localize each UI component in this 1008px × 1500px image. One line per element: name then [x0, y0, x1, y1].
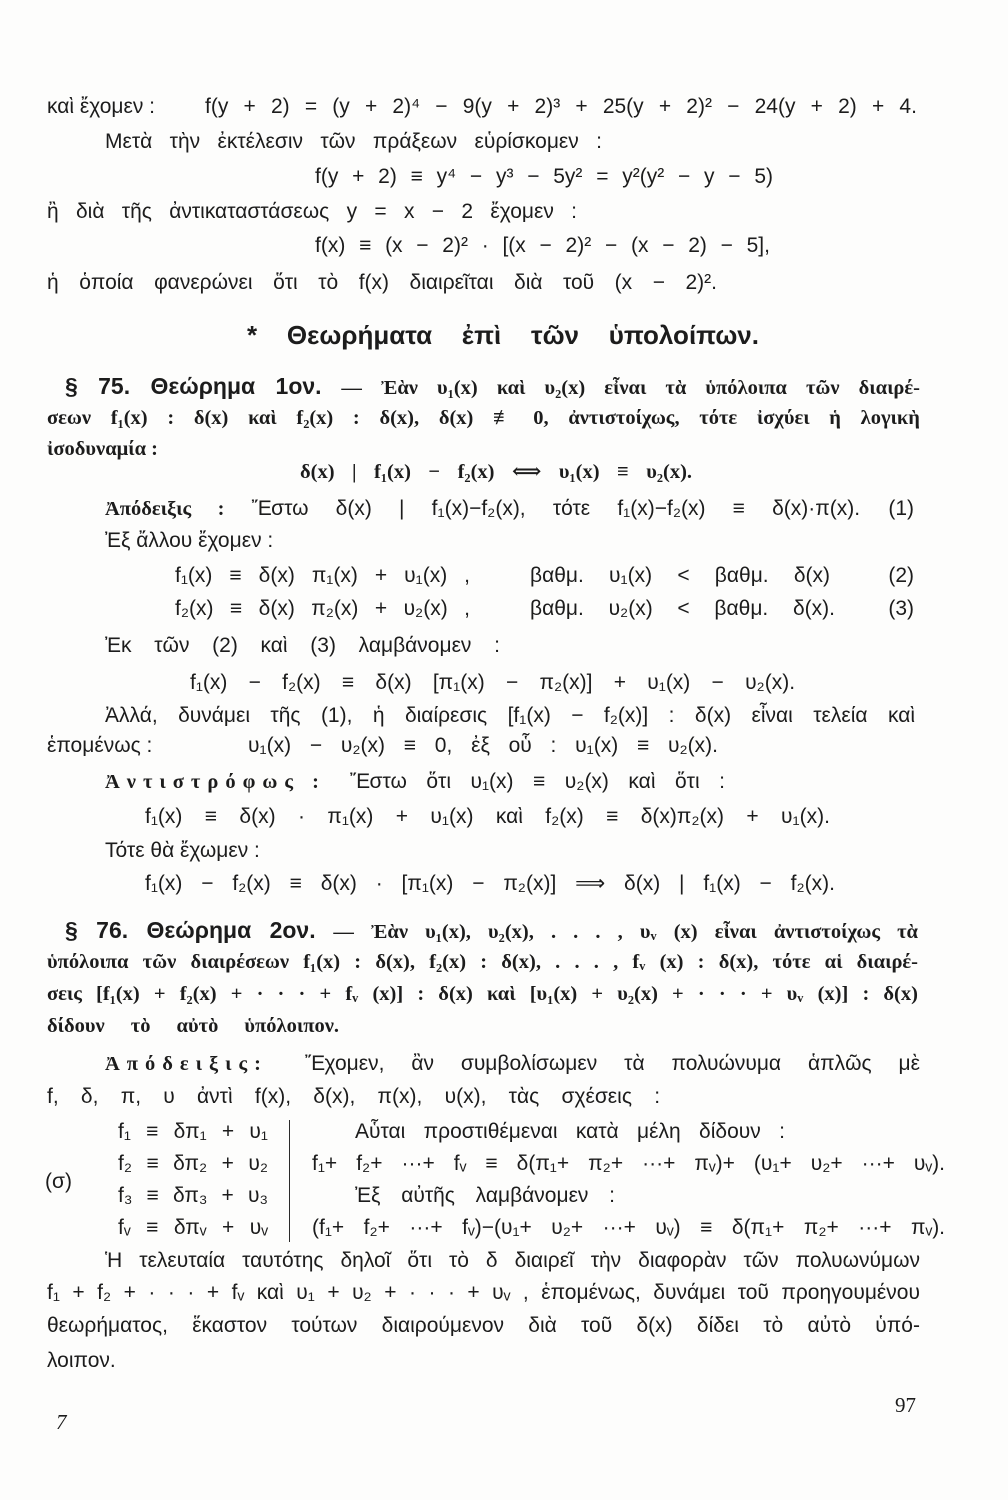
equation-2-left: f₁(x) ≡ δ(x) π₁(x) + υ₁(x) , [175, 564, 471, 587]
intro-formula-x: f(x) ≡ (x − 2)² · [(x − 2)² − (x − 2) − 5], [315, 234, 770, 257]
theorem-75-line-3: ἰσοδυναμία : [47, 438, 159, 460]
theorem-75-equivalence: δ(x) | f₁(x) − f₂(x) ⟺ υ₁(x) ≡ υ₂(x). [300, 461, 693, 483]
conclusion-line-2: f₁ + f₂ + · · · + fᵥ καὶ υ₁ + υ₂ + · · · + υᵥ , ἑπομένως, δυνάμει τοῦ προηγουμένου [47, 1281, 920, 1304]
intro-formula-factored: f(y + 2) ≡ y⁴ − y³ − 5y² = y²(y² − y − 5) [315, 165, 774, 188]
proof-75-line-1 [105, 494, 860, 524]
equation-tag-3: (3) [888, 597, 914, 620]
proof-75-line-5-label: ἑπομένως : [47, 734, 153, 757]
system-row-1: f₁ ≡ δπ₁ + υ₁ [118, 1120, 268, 1143]
page-number: 97 [895, 1393, 916, 1417]
system-right-difference: (f₁+ f₂+ ···+ fᵥ)−(υ₁+ υ₂+ ···+ υᵥ) ≡ δ(π₁+ π₂+ ···+ πᵥ). [312, 1216, 946, 1239]
conclusion-line-3: θεωρήματος, ἕκαστον τούτων διαιρούμενον διὰ τοῦ δ(x) δίδει τὸ αὐτὸ ὑπό- [47, 1314, 920, 1337]
equation-tag-1: (1) [888, 497, 914, 520]
system-divider [289, 1120, 290, 1242]
proof-75-line-3: Ἐκ τῶν (2) καὶ (3) λαμβάνομεν : [105, 634, 500, 657]
theorem-75-number: § 75. Θεώρημα 1ον. [65, 373, 322, 399]
proof-75-label: Ἀπόδειξις : [105, 498, 225, 520]
intro-substitution-line: ἢ διὰ τῆς ἀντικαταστάσεως y = x − 2 ἔχομεν : [47, 200, 577, 223]
system-right-sum: f₁+ f₂+ ···+ fᵥ ≡ δ(π₁+ π₂+ ···+ πᵥ)+ (υ₁+ υ₂+ ···+ υᵥ). [312, 1152, 945, 1175]
conclusion-line-4: λοιπον. [47, 1349, 116, 1372]
theorem-75-statement-start: — Ἐὰν υ₁(x) καὶ υ₂(x) εἶναι τὰ ὑπόλοιπα τῶν διαιρέ- [341, 377, 920, 399]
proof-76-line-2: f, δ, π, υ ἀντὶ f(x), δ(x), π(x), υ(x), τὰς σχέσεις : [47, 1085, 661, 1108]
system-label: (σ) [45, 1170, 72, 1193]
theorem-76-line-2: ὑπόλοιπα τῶν διαιρέσεων f₁(x) : δ(x), f₂(x) : δ(x), . . . , fᵥ (x) : δ(x), τότε αἱ διαιρέ- [47, 951, 919, 973]
intro-conclusion-line: ἡ ὁποία φανερώνει ὅτι τὸ f(x) διαιρεῖται διὰ τοῦ (x − 2)². [47, 271, 717, 294]
equation-2-right: βαθμ. υ₁(x) < βαθμ. δ(x) [530, 564, 831, 587]
equation-4: f₁(x) − f₂(x) ≡ δ(x) [π₁(x) − π₂(x)] + υ₁(x) − υ₂(x). [190, 671, 796, 694]
equation-3-left: f₂(x) ≡ δ(x) π₂(x) + υ₂(x) , [175, 597, 470, 620]
proof-75-line-6: Τότε θὰ ἔχωμεν : [105, 839, 260, 862]
theorem-75-line-2: σεων f₁(x) : δ(x) καὶ f₂(x) : δ(x), δ(x) ≢ 0, ἀντιστοίχως, τότε ἰσχύει ἡ λογικὴ [47, 407, 920, 429]
theorem-76-statement-start: — Ἐὰν υ₁(x), υ₂(x), . . . , υᵥ (x) εἶναι ἀντιστοίχως τὰ [333, 921, 918, 943]
conclusion-line-1: Ἡ τελευταία ταυτότης δηλοῖ ὅτι τὸ δ διαιρεῖ τὴν διαφορὰν τῶν πολυωνύμων [105, 1249, 920, 1272]
converse-text: Ἔστω ὅτι υ₁(x) ≡ υ₂(x) καὶ ὅτι : [350, 770, 725, 793]
intro-formula-expansion: f(y + 2) = (y + 2)⁴ − 9(y + 2)³ + 25(y + 2)² − 24(y + 2) + 4. [205, 95, 917, 118]
equation-7: f₁(x) − f₂(x) ≡ δ(x) · [π₁(x) − π₂(x)] ⟹ δ(x) | f₁(x) − f₂(x). [145, 872, 835, 895]
proof-75-line-4: Ἀλλά, δυνάμει τῆς (1), ἡ διαίρεσις [f₁(x) − f₂(x)] : δ(x) εἶναι τελεία καὶ [105, 704, 916, 727]
intro-label: καὶ ἔχομεν : [47, 95, 156, 118]
equation-5: υ₁(x) − υ₂(x) ≡ 0, ἐξ οὗ : υ₁(x) ≡ υ₂(x). [248, 734, 718, 757]
converse-label: Ἀντιστρόφως : [105, 771, 326, 793]
equation-tag-2: (2) [888, 564, 914, 587]
intro-text-line: Μετὰ τὴν ἐκτέλεσιν τῶν πράξεων εὑρίσκομεν : [105, 130, 602, 153]
proof-76-label: Ἀπόδειξις: [105, 1053, 269, 1075]
theorem-76-line-4: δίδουν τὸ αὐτὸ ὑπόλοιπον. [47, 1015, 339, 1037]
theorem-76-number: § 76. Θεώρημα 2ον. [65, 917, 316, 943]
system-right-text-2: Ἐξ αὐτῆς λαμβάνομεν : [355, 1184, 616, 1207]
system-row-n: fᵥ ≡ δπᵥ + υᵥ [118, 1216, 269, 1239]
system-row-3: f₃ ≡ δπ₃ + υ₃ [118, 1184, 268, 1207]
system-right-text-1: Αὗται προστιθέμεναι κατὰ μέλη δίδουν : [355, 1120, 785, 1143]
signature-mark: 7 [56, 1410, 67, 1434]
theorem-76-line-3: σεις [f₁(x) + f₂(x) + · · · + fᵥ (x)] : δ(x) καὶ [υ₁(x) + υ₂(x) + · · · + υᵥ (x)] : δ(x) [47, 983, 918, 1005]
system-row-2: f₂ ≡ δπ₂ + υ₂ [118, 1152, 268, 1175]
equation-3-right: βαθμ. υ₂(x) < βαθμ. δ(x). [530, 597, 836, 620]
proof-75-line-2: Ἐξ ἄλλου ἔχομεν : [105, 529, 274, 552]
proof-75-text-1: Ἔστω δ(x) | f₁(x)−f₂(x), τότε f₁(x)−f₂(x) ≡ δ(x)·π(x). [251, 497, 861, 520]
theorem-75-line-1 [65, 371, 920, 401]
theorem-76-line-1 [65, 915, 918, 945]
equation-6: f₁(x) ≡ δ(x) · π₁(x) + υ₁(x) καὶ f₂(x) ≡ δ(x)π₂(x) + υ₁(x). [145, 805, 830, 828]
section-heading: * Θεωρήματα ἐπὶ τῶν ὑπολοίπων. [247, 320, 759, 350]
proof-76-line-1: Ἔχομεν, ἂν συμβολίσωμεν τὰ πολυώνυμα ἁπλῶς μὲ [305, 1052, 920, 1075]
